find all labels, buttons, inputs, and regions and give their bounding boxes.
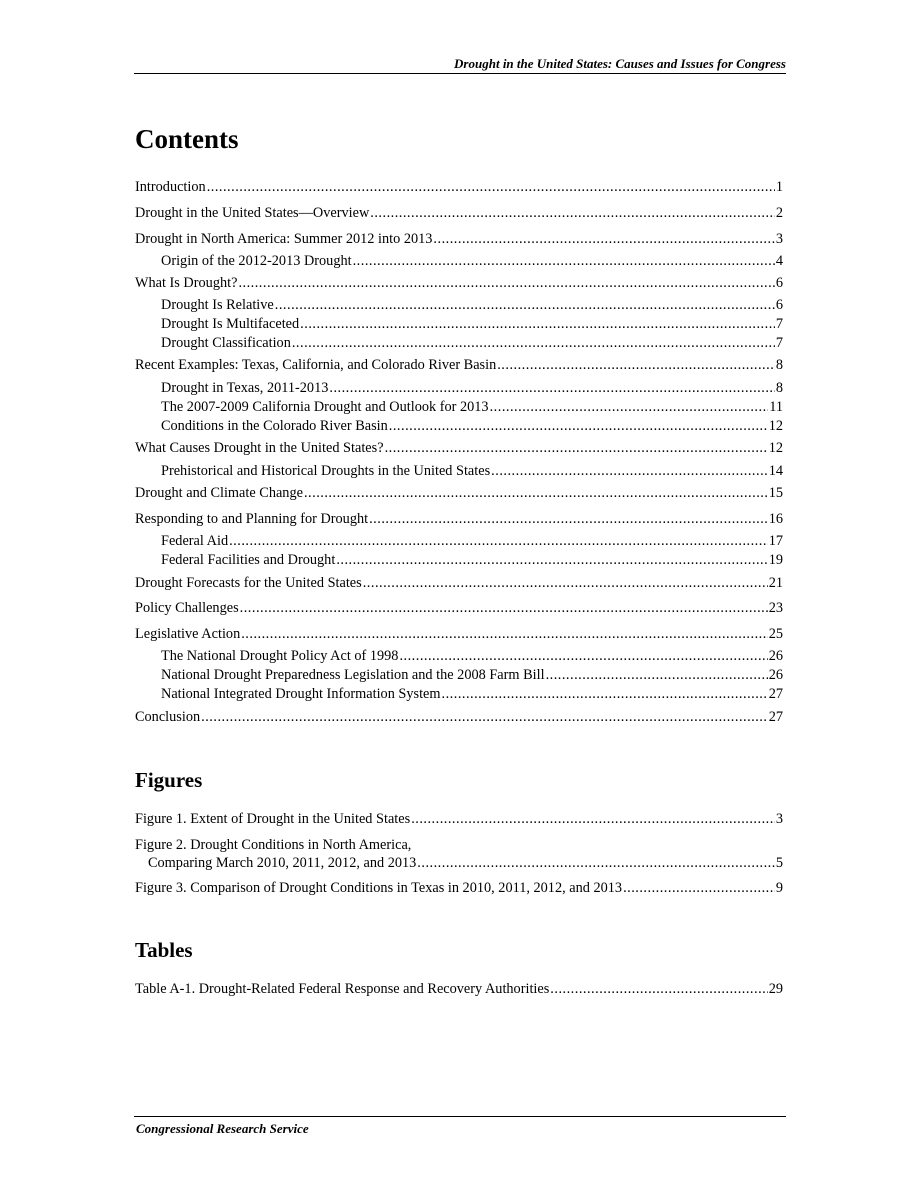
dot-leader bbox=[389, 417, 768, 435]
dot-leader bbox=[411, 810, 775, 828]
dot-leader bbox=[300, 315, 775, 333]
toc-entry-title: Recent Examples: Texas, California, and Colorado River Basin bbox=[135, 357, 497, 373]
toc-entry-title: Policy Challenges bbox=[135, 600, 239, 616]
dot-leader bbox=[275, 296, 775, 314]
toc-entry-farm-bill[interactable] bbox=[161, 666, 783, 684]
dot-leader bbox=[385, 439, 768, 457]
toc-entry-federal-aid[interactable] bbox=[161, 532, 783, 550]
toc-entry-page: 11 bbox=[769, 399, 783, 415]
toc-entry-page: 6 bbox=[775, 275, 783, 291]
toc-entry-title: Responding to and Planning for Drought bbox=[135, 511, 369, 527]
toc-entry-page: 4 bbox=[775, 253, 783, 269]
tables-heading: Tables bbox=[135, 938, 193, 962]
dot-leader bbox=[292, 334, 775, 352]
toc-entry-recent-examples[interactable] bbox=[135, 356, 783, 374]
toc-entry-policy-challenges[interactable] bbox=[135, 599, 783, 617]
toc-entry-title: Federal Facilities and Drought bbox=[161, 552, 336, 568]
toc-entry-page: 7 bbox=[775, 335, 783, 351]
dot-leader bbox=[363, 574, 768, 592]
toc-entry-origin[interactable] bbox=[161, 252, 783, 270]
toc-entry-title: National Drought Preparedness Legislation and the 2008 Farm Bill bbox=[161, 667, 545, 683]
toc-entry-multifaceted[interactable] bbox=[161, 315, 783, 333]
toc-entry-page: 21 bbox=[768, 575, 783, 591]
toc-entry-figure-2[interactable] bbox=[148, 854, 783, 872]
dot-leader bbox=[240, 599, 768, 617]
toc-entry-figure-1[interactable] bbox=[135, 810, 783, 828]
toc-entry-page: 25 bbox=[768, 626, 783, 642]
dot-leader bbox=[370, 204, 775, 222]
toc-entry-title: Conclusion bbox=[135, 709, 201, 725]
toc-entry-page: 29 bbox=[768, 981, 783, 997]
toc-entry-title: Drought in North America: Summer 2012 into 2013 bbox=[135, 231, 433, 247]
dot-leader bbox=[546, 666, 768, 684]
toc-entry-page: 3 bbox=[775, 231, 783, 247]
dot-leader bbox=[623, 879, 775, 897]
toc-entry-colorado[interactable] bbox=[161, 417, 783, 435]
toc-entry-title: What Is Drought? bbox=[135, 275, 238, 291]
toc-entry-page: 9 bbox=[775, 880, 783, 896]
toc-entry-page: 3 bbox=[775, 811, 783, 827]
toc-entry-federal-facilities[interactable] bbox=[161, 551, 783, 569]
dot-leader bbox=[433, 230, 774, 248]
toc-entry-table-a1[interactable] bbox=[135, 980, 783, 998]
contents-list bbox=[135, 178, 783, 728]
header-divider bbox=[134, 73, 786, 74]
footer-divider bbox=[134, 1116, 786, 1117]
dot-leader bbox=[369, 510, 768, 528]
dot-leader bbox=[497, 356, 775, 374]
toc-entry-title: Legislative Action bbox=[135, 626, 241, 642]
toc-entry-page: 12 bbox=[768, 418, 783, 434]
toc-entry-page: 19 bbox=[768, 552, 783, 568]
toc-entry-title: Federal Aid bbox=[161, 533, 229, 549]
toc-entry-title: Drought Classification bbox=[161, 335, 291, 351]
toc-entry-figure-2-line1[interactable]: Figure 2. Drought Conditions in North America, bbox=[135, 837, 412, 853]
toc-entry-title: Drought Is Multifaceted bbox=[161, 316, 300, 332]
toc-entry-title: Origin of the 2012-2013 Drought bbox=[161, 253, 352, 269]
dot-leader bbox=[229, 532, 768, 550]
toc-entry-texas[interactable] bbox=[161, 379, 783, 397]
figures-heading: Figures bbox=[135, 768, 203, 792]
toc-entry-introduction[interactable] bbox=[135, 178, 783, 196]
figures-list bbox=[135, 810, 783, 900]
dot-leader bbox=[491, 462, 768, 480]
toc-entry-title: Drought Forecasts for the United States bbox=[135, 575, 362, 591]
toc-entry-title: Comparing March 2010, 2011, 2012, and 2013 bbox=[148, 855, 417, 871]
toc-entry-page: 26 bbox=[768, 667, 783, 683]
toc-entry-page: 17 bbox=[768, 533, 783, 549]
toc-entry-page: 12 bbox=[768, 440, 783, 456]
toc-entry-title: Drought in the United States—Overview bbox=[135, 205, 370, 221]
toc-entry-climate-change[interactable] bbox=[135, 484, 783, 502]
running-header: Drought in the United States: Causes and Issues for Congress bbox=[454, 56, 786, 71]
dot-leader bbox=[417, 854, 775, 872]
dot-leader bbox=[238, 274, 774, 292]
toc-entry-title: The 2007-2009 California Drought and Outlook for 2013 bbox=[161, 399, 489, 415]
dot-leader bbox=[550, 980, 767, 998]
dot-leader bbox=[490, 398, 769, 416]
toc-entry-page: 6 bbox=[775, 297, 783, 313]
tables-list bbox=[135, 980, 783, 1000]
toc-entry-title: National Integrated Drought Information System bbox=[161, 686, 441, 702]
dot-leader bbox=[207, 178, 775, 196]
toc-entry-title: Figure 1. Extent of Drought in the United States bbox=[135, 811, 411, 827]
toc-entry-page: 27 bbox=[768, 686, 783, 702]
toc-entry-california[interactable] bbox=[161, 398, 783, 416]
toc-entry-prehistorical[interactable] bbox=[161, 462, 783, 480]
toc-entry-figure-3[interactable] bbox=[135, 879, 783, 897]
dot-leader bbox=[329, 379, 774, 397]
toc-entry-page: 23 bbox=[768, 600, 783, 616]
dot-leader bbox=[353, 252, 775, 270]
toc-entry-page: 2 bbox=[775, 205, 783, 221]
toc-entry-policy-act[interactable] bbox=[161, 647, 783, 665]
toc-entry-page: 14 bbox=[768, 463, 783, 479]
toc-entry-title: Drought in Texas, 2011-2013 bbox=[161, 380, 329, 396]
toc-entry-causes[interactable] bbox=[135, 439, 783, 457]
dot-leader bbox=[399, 647, 767, 665]
toc-entry-page: 5 bbox=[775, 855, 783, 871]
toc-entry-title: Drought and Climate Change bbox=[135, 485, 303, 501]
dot-leader bbox=[241, 625, 767, 643]
toc-entry-legislative-action[interactable] bbox=[135, 625, 783, 643]
toc-entry-title: Table A-1. Drought-Related Federal Response and Recovery Authorities bbox=[135, 981, 550, 997]
toc-entry-title: Conditions in the Colorado River Basin bbox=[161, 418, 388, 434]
toc-entry-title: Prehistorical and Historical Droughts in the United States bbox=[161, 463, 491, 479]
toc-entry-page: 15 bbox=[768, 485, 783, 501]
toc-entry-page: 26 bbox=[768, 648, 783, 664]
toc-entry-page: 7 bbox=[775, 316, 783, 332]
toc-entry-forecasts[interactable] bbox=[135, 574, 783, 592]
toc-entry-page: 8 bbox=[775, 380, 783, 396]
toc-entry-nidis[interactable] bbox=[161, 685, 783, 703]
toc-entry-overview[interactable] bbox=[135, 204, 783, 222]
toc-entry-classification[interactable] bbox=[161, 334, 783, 352]
toc-entry-page: 27 bbox=[768, 709, 783, 725]
toc-entry-responding[interactable] bbox=[135, 510, 783, 528]
dot-leader bbox=[442, 685, 768, 703]
dot-leader bbox=[336, 551, 767, 569]
contents-heading: Contents bbox=[135, 124, 239, 154]
toc-entry-north-america[interactable] bbox=[135, 230, 783, 248]
toc-entry-title: The National Drought Policy Act of 1998 bbox=[161, 648, 399, 664]
toc-entry-title: Introduction bbox=[135, 179, 206, 195]
dot-leader bbox=[201, 708, 768, 726]
footer-publisher: Congressional Research Service bbox=[136, 1121, 309, 1136]
dot-leader bbox=[304, 484, 768, 502]
toc-entry-title: What Causes Drought in the United States? bbox=[135, 440, 384, 456]
toc-entry-title: Drought Is Relative bbox=[161, 297, 274, 313]
toc-entry-conclusion[interactable] bbox=[135, 708, 783, 726]
toc-entry-page: 8 bbox=[775, 357, 783, 373]
toc-entry-relative[interactable] bbox=[161, 296, 783, 314]
toc-entry-page: 1 bbox=[775, 179, 783, 195]
toc-entry-what-is-drought[interactable] bbox=[135, 274, 783, 292]
toc-entry-title: Figure 3. Comparison of Drought Conditions in Texas in 2010, 2011, 2012, and 2013 bbox=[135, 880, 623, 896]
toc-entry-page: 16 bbox=[768, 511, 783, 527]
